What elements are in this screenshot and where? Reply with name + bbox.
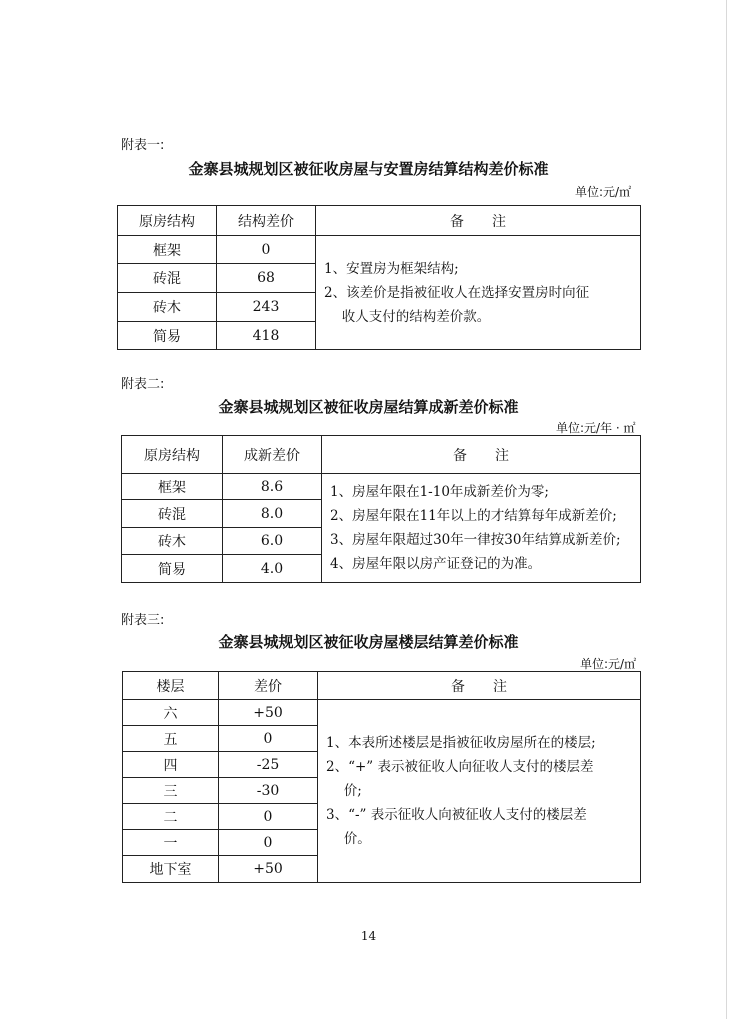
table2-header-structure: 原房结构: [122, 436, 223, 474]
table2-header-price: 成新差价: [223, 436, 322, 474]
table1-note-2: 2、该差价是指被征收人在选择安置房时向征: [324, 284, 590, 301]
table3-note-2: 2、“+” 表示被征收人向征收人支付的楼层差: [326, 759, 594, 775]
table3-cell-price: +50: [219, 700, 318, 726]
table-row: [118, 236, 641, 264]
table3-cell-floor: 四: [123, 752, 219, 778]
table3-header-row: [123, 672, 641, 700]
table2-note-4: 4、房屋年限以房产证登记的为准。: [330, 556, 542, 572]
table3-note-3-cont: 价。: [326, 831, 371, 847]
table3-label: 附表三:: [121, 613, 165, 628]
table2-cell-price: 8.0: [223, 500, 322, 528]
table2-unit: 单位:元/年 · ㎡: [556, 421, 636, 435]
table3-cell-floor: 三: [123, 778, 219, 804]
table1-unit: 单位:元/㎡: [575, 185, 632, 199]
table2-note-2: 2、房屋年限在11年以上的才结算每年成新差价;: [330, 508, 617, 524]
table2-notes: [322, 474, 641, 583]
page-number: 14: [360, 929, 377, 943]
table2-cell-price: 4.0: [223, 555, 322, 583]
table2-cell-price: 8.6: [223, 474, 322, 500]
table2-note-1: 1、房屋年限在1-10年成新差价为零;: [330, 484, 549, 500]
table3-notes: [318, 700, 641, 883]
table-row: [122, 474, 641, 500]
table1-header-row: [118, 206, 641, 236]
table3-header-floor: 楼层: [123, 672, 219, 700]
table2-cell-price: 6.0: [223, 527, 322, 555]
table2-label: 附表二:: [121, 377, 165, 392]
table3-note-3: 3、“-” 表示征收人向被征收人支付的楼层差: [326, 807, 587, 823]
table1: [117, 205, 641, 350]
table3-cell-price: -30: [219, 778, 318, 804]
table2-header-notes: 备 注: [322, 436, 641, 474]
table1-note-1: 1、安置房为框架结构;: [324, 260, 459, 277]
table1-note-3: 收人支付的结构差价款。: [324, 308, 491, 325]
table3: [122, 671, 641, 883]
table1-title: 金寨县城规划区被征收房屋与安置房结算结构差价标准: [188, 160, 549, 178]
table2-title: 金寨县城规划区被征收房屋结算成新差价标准: [218, 398, 519, 416]
table3-unit: 单位:元/㎡: [580, 657, 637, 671]
table2-cell-structure: 框架: [122, 474, 223, 500]
table3-note-2-cont: 价;: [326, 783, 362, 799]
table2-note-3: 3、房屋年限超过30年一律按30年结算成新差价;: [330, 532, 621, 548]
table3-cell-price: -25: [219, 752, 318, 778]
page-edge: [726, 0, 727, 1019]
table1-cell-price: 0: [217, 236, 316, 264]
table1-label: 附表一:: [121, 138, 165, 153]
table1-cell-structure: 简易: [118, 322, 217, 350]
table3-cell-floor: 二: [123, 804, 219, 830]
table1-cell-price: 68: [217, 264, 316, 293]
table3-cell-floor: 一: [123, 830, 219, 856]
table2-header-row: [122, 436, 641, 474]
table3-title: 金寨县城规划区被征收房屋楼层结算差价标准: [218, 633, 519, 651]
table1-notes: [316, 236, 641, 350]
table1-cell-structure: 砖木: [118, 293, 217, 322]
table1-header-structure: 原房结构: [118, 206, 217, 236]
table3-header-notes: 备 注: [318, 672, 641, 700]
table1-cell-price: 418: [217, 322, 316, 350]
table3-cell-price: +50: [219, 856, 318, 883]
table3-cell-floor: 六: [123, 700, 219, 726]
table3-header-price: 差价: [219, 672, 318, 700]
table2-cell-structure: 简易: [122, 555, 223, 583]
table3-cell-price: 0: [219, 726, 318, 752]
table2-cell-structure: 砖木: [122, 527, 223, 555]
table1-cell-structure: 框架: [118, 236, 217, 264]
table1-header-notes: 备 注: [316, 206, 641, 236]
table2: [121, 435, 641, 583]
table-row: [123, 700, 641, 726]
table3-cell-price: 0: [219, 804, 318, 830]
table3-cell-floor: 五: [123, 726, 219, 752]
table1-cell-structure: 砖混: [118, 264, 217, 293]
table3-note-1: 1、本表所述楼层是指被征收房屋所在的楼层;: [326, 735, 596, 751]
table1-cell-price: 243: [217, 293, 316, 322]
table2-cell-structure: 砖混: [122, 500, 223, 528]
table3-cell-floor: 地下室: [123, 856, 219, 883]
table1-header-price: 结构差价: [217, 206, 316, 236]
table3-cell-price: 0: [219, 830, 318, 856]
